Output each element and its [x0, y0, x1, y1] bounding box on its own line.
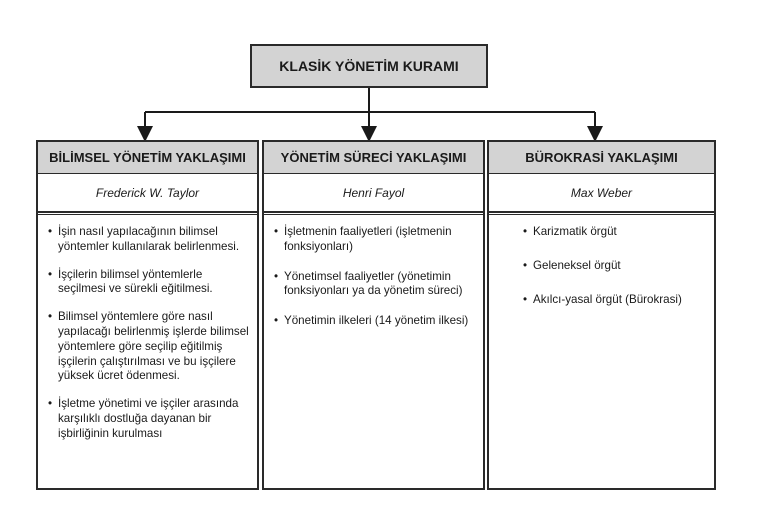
- branch-scientific-management: [36, 140, 259, 490]
- branch-bureaucracy: [487, 140, 716, 490]
- list-item: • İşletmenin faaliyetleri (işletmenin fonksiyonları): [274, 225, 475, 255]
- list-item: • Yönetimin ilkeleri (14 yönetim ilkesi): [274, 314, 475, 329]
- branch-title: BÜROKRASİ YAKLAŞIMI: [489, 142, 714, 174]
- list-item: • Yönetimsel faaliyetler (yönetimin fonksiyonları ya da yönetim süreci): [274, 270, 475, 300]
- branch-title: BİLİMSEL YÖNETİM YAKLAŞIMI: [38, 142, 257, 174]
- branch-title: YÖNETİM SÜRECİ YAKLAŞIMI: [264, 142, 483, 174]
- branch-body: [489, 214, 714, 488]
- bullet-list: [489, 215, 714, 307]
- list-item: • Karizmatik örgüt: [523, 225, 706, 240]
- root-title: KLASİK YÖNETİM KURAMI: [279, 58, 459, 74]
- branch-body: [264, 214, 483, 488]
- bullet-list: [264, 215, 483, 329]
- branch-author: Max Weber: [489, 174, 714, 213]
- list-item: • İşletme yönetimi ve işçiler arasında karşılıklı dostluğa dayanan bir işbirliğinin kurulması: [48, 397, 249, 441]
- list-item: • İşin nasıl yapılacağının bilimsel yöntemler kullanılarak belirlenmesi.: [48, 225, 249, 255]
- bullet-list: [38, 215, 257, 442]
- branch-author: Frederick W. Taylor: [38, 174, 257, 213]
- branch-body: [38, 214, 257, 488]
- list-item: • Akılcı-yasal örgüt (Bürokrasi): [523, 293, 706, 308]
- branch-management-process: [262, 140, 485, 490]
- branch-author: Henri Fayol: [264, 174, 483, 213]
- list-item: • İşçilerin bilimsel yöntemlerle seçilmesi ve sürekli eğitilmesi.: [48, 268, 249, 298]
- list-item: • Bilimsel yöntemlere göre nasıl yapılacağı belirlenmiş işlerde bilimsel yöntemlere göre seçilip eğitilmiş işçilerin çalıştırılması ve bu işçilere yüksek ücret ödenmesi.: [48, 310, 249, 384]
- list-item: • Geleneksel örgüt: [523, 259, 706, 274]
